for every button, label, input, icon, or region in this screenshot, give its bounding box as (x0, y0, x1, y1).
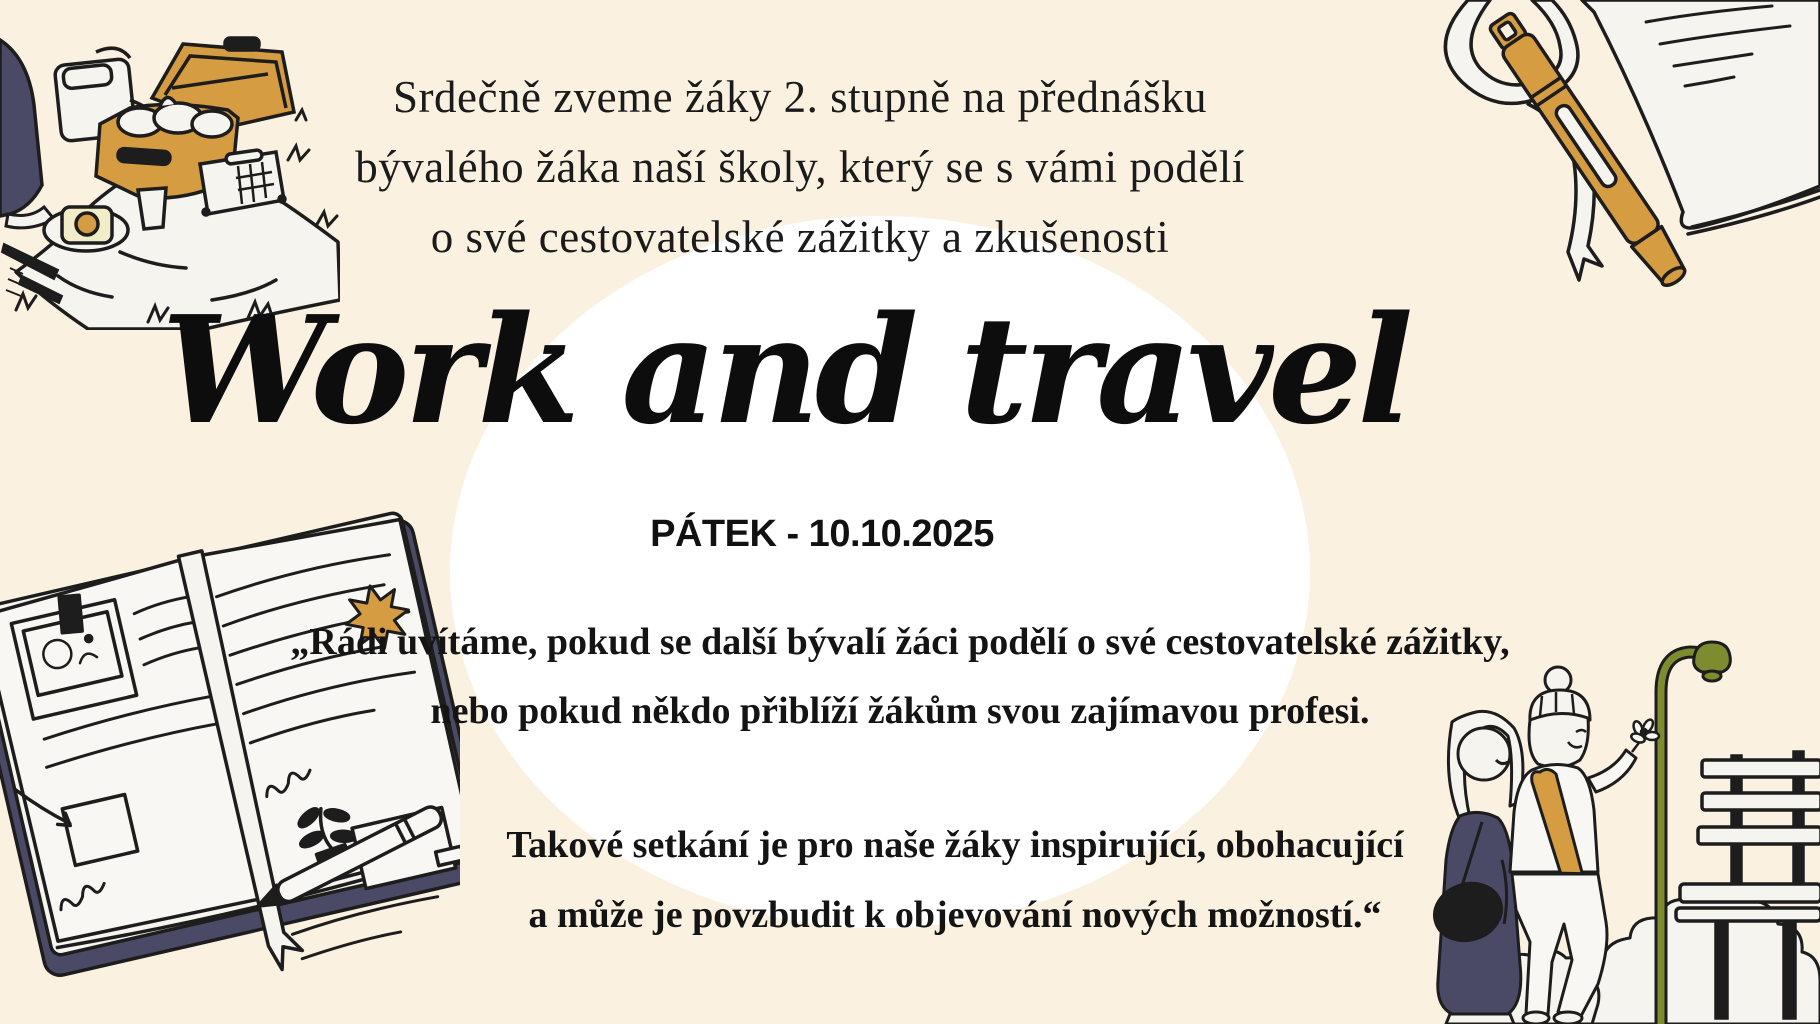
quote1-line-2: nebo pokud někdo přiblíží žákům svou zajímavou profesi. (430, 690, 1370, 732)
raised-arm (1588, 750, 1636, 792)
intro-line-1: Srdečně zveme žáky 2. stupně na přednášku (393, 72, 1207, 122)
intro-line-2: bývalého žáka naší školy, který se s vámi podělí (355, 142, 1245, 192)
event-title: Work and travel (161, 283, 1409, 457)
quote-paragraph-2 (305, 810, 1605, 950)
quote2-line-1: Takové setkání je pro naše žáky inspirující, obohacující (506, 824, 1404, 866)
notebook-pen-illustration (1440, 0, 1820, 300)
intro-line-3: o své cestovatelské zážitky a zkušenosti (430, 212, 1170, 262)
sitting-person-edge (0, 40, 42, 216)
picnic-cup (138, 188, 166, 229)
quote1-line-1: „Rádi uvítáme, pokud se další bývalí žáci podělí o své cestovatelské zážitky, (290, 621, 1510, 663)
picnic-plate (44, 207, 128, 251)
event-date: PÁTEK - 10.10.2025 (650, 513, 994, 555)
intro-paragraph (200, 62, 1400, 272)
quote-paragraph-1 (120, 608, 1680, 746)
quote2-line-2: a může je povzbudit k objevování nových možností.“ (528, 894, 1382, 936)
